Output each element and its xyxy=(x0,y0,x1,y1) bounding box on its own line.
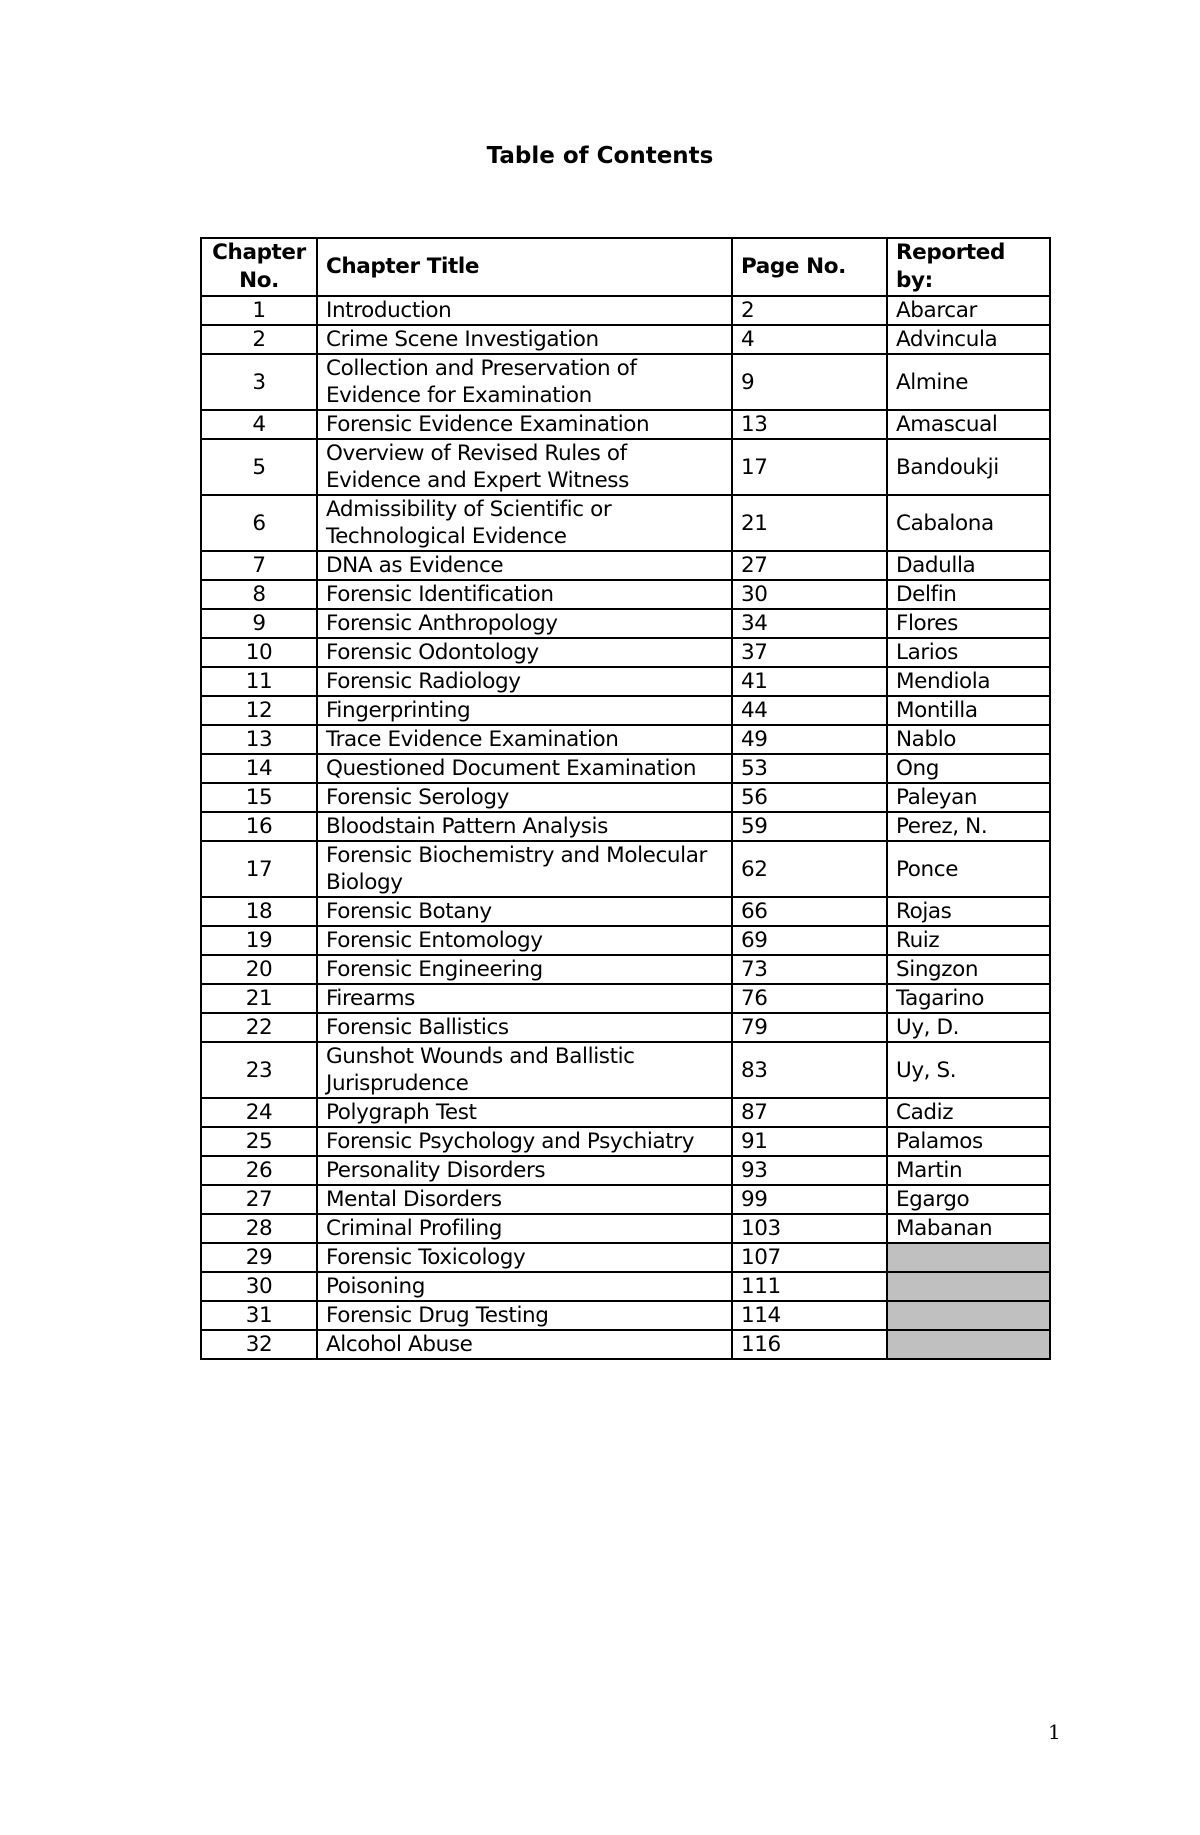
reporter-cell: Uy, S. xyxy=(887,1042,1050,1098)
chapter-title-cell: Forensic Evidence Examination xyxy=(317,410,732,439)
reporter-cell: Palamos xyxy=(887,1127,1050,1156)
chapter-title-cell: Gunshot Wounds and Ballistic Jurisprudence xyxy=(317,1042,732,1098)
chapter-title-cell: Forensic Toxicology xyxy=(317,1243,732,1272)
chapter-title-cell: Overview of Revised Rules of Evidence and Expert Witness xyxy=(317,439,732,495)
table-row xyxy=(201,439,1050,495)
chapter-number-cell: 28 xyxy=(201,1214,317,1243)
reporter-cell: Mabanan xyxy=(887,1214,1050,1243)
header-chapter-title: Chapter Title xyxy=(317,238,732,296)
table-row xyxy=(201,580,1050,609)
page-number-cell: 76 xyxy=(732,984,887,1013)
page-number-cell: 93 xyxy=(732,1156,887,1185)
chapter-number-cell: 30 xyxy=(201,1272,317,1301)
table-row xyxy=(201,783,1050,812)
table-row xyxy=(201,841,1050,897)
page-number: 1 xyxy=(1048,1720,1061,1744)
table-row xyxy=(201,1042,1050,1098)
reporter-cell: Ruiz xyxy=(887,926,1050,955)
reporter-cell: Abarcar xyxy=(887,296,1050,325)
table-row xyxy=(201,325,1050,354)
chapter-title-cell: Trace Evidence Examination xyxy=(317,725,732,754)
table-row xyxy=(201,1214,1050,1243)
chapter-title-cell: Forensic Odontology xyxy=(317,638,732,667)
page-number-cell: 17 xyxy=(732,439,887,495)
header-chapter-no: Chapter No. xyxy=(201,238,317,296)
chapter-number-cell: 8 xyxy=(201,580,317,609)
table-row xyxy=(201,1301,1050,1330)
chapter-number-cell: 27 xyxy=(201,1185,317,1214)
table-row xyxy=(201,410,1050,439)
header-row xyxy=(201,238,1050,296)
table-row xyxy=(201,667,1050,696)
page-number-cell: 4 xyxy=(732,325,887,354)
chapter-number-cell: 12 xyxy=(201,696,317,725)
chapter-title-cell: Forensic Ballistics xyxy=(317,1013,732,1042)
reporter-cell: Ponce xyxy=(887,841,1050,897)
header-reported-by: Reported by: xyxy=(887,238,1050,296)
page-number-cell: 69 xyxy=(732,926,887,955)
chapter-number-cell: 5 xyxy=(201,439,317,495)
table-row xyxy=(201,926,1050,955)
chapter-number-cell: 10 xyxy=(201,638,317,667)
chapter-title-cell: Introduction xyxy=(317,296,732,325)
chapter-title-cell: Alcohol Abuse xyxy=(317,1330,732,1359)
chapter-number-cell: 24 xyxy=(201,1098,317,1127)
reporter-cell: Mendiola xyxy=(887,667,1050,696)
reporter-cell xyxy=(887,1243,1050,1272)
page-number-cell: 30 xyxy=(732,580,887,609)
table-row xyxy=(201,696,1050,725)
page-number-cell: 53 xyxy=(732,754,887,783)
reporter-cell: Singzon xyxy=(887,955,1050,984)
chapter-title-cell: Polygraph Test xyxy=(317,1098,732,1127)
chapter-number-cell: 18 xyxy=(201,897,317,926)
chapter-title-cell: Forensic Engineering xyxy=(317,955,732,984)
table-row xyxy=(201,1156,1050,1185)
chapter-title-cell: DNA as Evidence xyxy=(317,551,732,580)
chapter-number-cell: 6 xyxy=(201,495,317,551)
chapter-title-cell: Forensic Anthropology xyxy=(317,609,732,638)
page-number-cell: 56 xyxy=(732,783,887,812)
reporter-cell: Egargo xyxy=(887,1185,1050,1214)
table-row xyxy=(201,354,1050,410)
chapter-number-cell: 1 xyxy=(201,296,317,325)
chapter-number-cell: 14 xyxy=(201,754,317,783)
reporter-cell: Tagarino xyxy=(887,984,1050,1013)
page-number-cell: 103 xyxy=(732,1214,887,1243)
table-row xyxy=(201,296,1050,325)
page-number-cell: 116 xyxy=(732,1330,887,1359)
table-row xyxy=(201,1185,1050,1214)
reporter-cell: Rojas xyxy=(887,897,1050,926)
chapter-number-cell: 23 xyxy=(201,1042,317,1098)
page-number-cell: 79 xyxy=(732,1013,887,1042)
chapter-title-cell: Forensic Entomology xyxy=(317,926,732,955)
reporter-cell: Larios xyxy=(887,638,1050,667)
table-row xyxy=(201,1127,1050,1156)
page-number-cell: 66 xyxy=(732,897,887,926)
chapter-title-cell: Forensic Botany xyxy=(317,897,732,926)
reporter-cell: Dadulla xyxy=(887,551,1050,580)
reporter-cell: Delfin xyxy=(887,580,1050,609)
page-title: Table of Contents xyxy=(486,143,714,169)
table-row xyxy=(201,897,1050,926)
table-row xyxy=(201,1098,1050,1127)
page-number-cell: 62 xyxy=(732,841,887,897)
chapter-number-cell: 9 xyxy=(201,609,317,638)
page-number-cell: 2 xyxy=(732,296,887,325)
chapter-number-cell: 21 xyxy=(201,984,317,1013)
chapter-number-cell: 4 xyxy=(201,410,317,439)
table-row xyxy=(201,754,1050,783)
chapter-title-cell: Crime Scene Investigation xyxy=(317,325,732,354)
table-row xyxy=(201,1243,1050,1272)
chapter-number-cell: 7 xyxy=(201,551,317,580)
page-number-cell: 41 xyxy=(732,667,887,696)
chapter-title-cell: Questioned Document Examination xyxy=(317,754,732,783)
chapter-number-cell: 17 xyxy=(201,841,317,897)
reporter-cell: Perez, N. xyxy=(887,812,1050,841)
chapter-number-cell: 32 xyxy=(201,1330,317,1359)
chapter-title-cell: Mental Disorders xyxy=(317,1185,732,1214)
chapter-number-cell: 3 xyxy=(201,354,317,410)
chapter-title-cell: Personality Disorders xyxy=(317,1156,732,1185)
chapter-number-cell: 25 xyxy=(201,1127,317,1156)
chapter-title-cell: Forensic Psychology and Psychiatry xyxy=(317,1127,732,1156)
reporter-cell: Paleyan xyxy=(887,783,1050,812)
chapter-number-cell: 22 xyxy=(201,1013,317,1042)
table-row xyxy=(201,812,1050,841)
reporter-cell: Amascual xyxy=(887,410,1050,439)
table-row xyxy=(201,609,1050,638)
reporter-cell: Uy, D. xyxy=(887,1013,1050,1042)
page-number-cell: 34 xyxy=(732,609,887,638)
chapter-title-cell: Forensic Biochemistry and Molecular Biology xyxy=(317,841,732,897)
chapter-number-cell: 15 xyxy=(201,783,317,812)
chapter-title-cell: Forensic Identification xyxy=(317,580,732,609)
chapter-title-cell: Fingerprinting xyxy=(317,696,732,725)
page-number-cell: 73 xyxy=(732,955,887,984)
page-number-cell: 99 xyxy=(732,1185,887,1214)
table-of-contents xyxy=(200,237,1051,1360)
chapter-title-cell: Bloodstain Pattern Analysis xyxy=(317,812,732,841)
page-number-cell: 27 xyxy=(732,551,887,580)
chapter-title-cell: Forensic Serology xyxy=(317,783,732,812)
chapter-title-cell: Forensic Radiology xyxy=(317,667,732,696)
table-row xyxy=(201,1272,1050,1301)
reporter-cell: Advincula xyxy=(887,325,1050,354)
chapter-title-cell: Firearms xyxy=(317,984,732,1013)
chapter-number-cell: 19 xyxy=(201,926,317,955)
reporter-cell: Bandoukji xyxy=(887,439,1050,495)
chapter-number-cell: 29 xyxy=(201,1243,317,1272)
table-row xyxy=(201,495,1050,551)
reporter-cell: Cabalona xyxy=(887,495,1050,551)
page-number-cell: 9 xyxy=(732,354,887,410)
table-body xyxy=(201,296,1050,1359)
reporter-cell: Cadiz xyxy=(887,1098,1050,1127)
table-row xyxy=(201,1013,1050,1042)
page-number-cell: 37 xyxy=(732,638,887,667)
reporter-cell xyxy=(887,1272,1050,1301)
chapter-number-cell: 20 xyxy=(201,955,317,984)
chapter-title-cell: Admissibility of Scientific or Technological Evidence xyxy=(317,495,732,551)
page-number-cell: 83 xyxy=(732,1042,887,1098)
page-number-cell: 111 xyxy=(732,1272,887,1301)
reporter-cell: Martin xyxy=(887,1156,1050,1185)
reporter-cell xyxy=(887,1301,1050,1330)
reporter-cell: Ong xyxy=(887,754,1050,783)
page-number-cell: 114 xyxy=(732,1301,887,1330)
page-number-cell: 59 xyxy=(732,812,887,841)
table-row xyxy=(201,955,1050,984)
chapter-number-cell: 26 xyxy=(201,1156,317,1185)
table-row xyxy=(201,725,1050,754)
chapter-number-cell: 16 xyxy=(201,812,317,841)
table-row xyxy=(201,1330,1050,1359)
reporter-cell xyxy=(887,1330,1050,1359)
chapter-number-cell: 2 xyxy=(201,325,317,354)
page-number-cell: 44 xyxy=(732,696,887,725)
chapter-title-cell: Poisoning xyxy=(317,1272,732,1301)
reporter-cell: Montilla xyxy=(887,696,1050,725)
page-number-cell: 13 xyxy=(732,410,887,439)
page-number-cell: 107 xyxy=(732,1243,887,1272)
header-page-no: Page No. xyxy=(732,238,887,296)
chapter-title-cell: Forensic Drug Testing xyxy=(317,1301,732,1330)
table-row xyxy=(201,551,1050,580)
page-number-cell: 87 xyxy=(732,1098,887,1127)
page-number-cell: 21 xyxy=(732,495,887,551)
chapter-number-cell: 11 xyxy=(201,667,317,696)
table-row xyxy=(201,984,1050,1013)
chapter-number-cell: 31 xyxy=(201,1301,317,1330)
reporter-cell: Flores xyxy=(887,609,1050,638)
chapter-title-cell: Collection and Preservation of Evidence for Examination xyxy=(317,354,732,410)
page-number-cell: 49 xyxy=(732,725,887,754)
chapter-number-cell: 13 xyxy=(201,725,317,754)
table-row xyxy=(201,638,1050,667)
page-number-cell: 91 xyxy=(732,1127,887,1156)
chapter-title-cell: Criminal Profiling xyxy=(317,1214,732,1243)
reporter-cell: Nablo xyxy=(887,725,1050,754)
reporter-cell: Almine xyxy=(887,354,1050,410)
